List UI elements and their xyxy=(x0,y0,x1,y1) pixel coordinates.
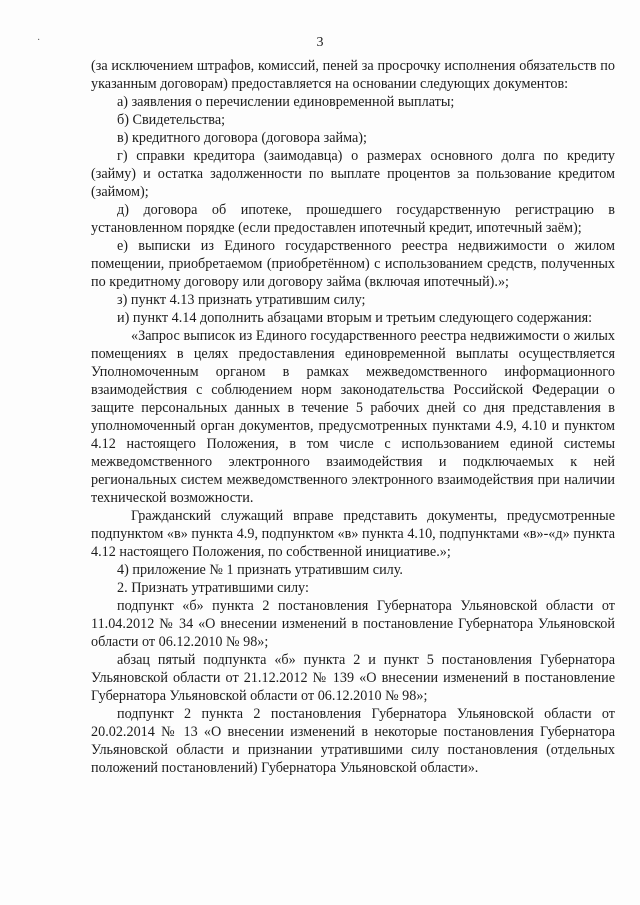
paragraph: подпункт «б» пункта 2 постановления Губернатора Ульяновской области от 11.04.2012 № 34 «О внесении изменений в постановление Губернатора Ульяновской области от 06.12.2010 № 98»; xyxy=(91,598,615,650)
paragraph: а) заявления о перечислении единовременной выплаты; xyxy=(117,94,455,110)
paragraph: г) справки кредитора (заимодавца) о размерах основного долга по кредиту (займу) и остатка задолженности по выплате процентов за пользование кредитом (займом); xyxy=(91,148,615,200)
paragraph: абзац пятый подпункта «б» пункта 2 и пункт 5 постановления Губернатора Ульяновской области от 21.12.2012 № 139 «О внесении изменений в постановление Губернатора Ульяновской области от 06.12.2010 № 98»; xyxy=(91,652,615,704)
paragraph: е) выписки из Единого государственного реестра недвижимости о жилом помещении, приобретаемом (приобретённом) с использованием средств, полученных по кредитному договору или договору займа (включая ипотечный).»; xyxy=(91,238,615,290)
paragraph: з) пункт 4.13 признать утратившим силу; xyxy=(117,292,366,308)
scan-speck: · xyxy=(37,35,41,46)
paragraph: б) Свидетельства; xyxy=(117,112,226,128)
paragraph: 4) приложение № 1 признать утратившим силу. xyxy=(117,562,403,578)
paragraph: подпункт 2 пункта 2 постановления Губернатора Ульяновской области от 20.02.2014 № 13 «О внесении изменений в некоторые постановления Губернатора Ульяновской области и признании утратившими силу постановления (отдельных положений постановлений) Губернатора Ульяновской области». xyxy=(91,706,615,776)
paragraph: (за исключением штрафов, комиссий, пеней за просрочку исполнения обязательств по указанным договорам) предоставляется на основании следующих документов: xyxy=(91,58,615,92)
paragraph: и) пункт 4.14 дополнить абзацами вторым и третьим следующего содержания: xyxy=(117,310,593,326)
paragraph: 2. Признать утратившими силу: xyxy=(117,580,309,596)
paragraph: д) договора об ипотеке, прошедшего государственную регистрацию в установленном порядке (если предоставлен ипотечный кредит, ипотечный заём); xyxy=(91,202,615,236)
paragraph: «Запрос выписок из Единого государственного реестра недвижимости о жилых помещениях в целях предоставления единовременной выплаты осуществляется Уполномоченным органом в рамках межведомственного информационного взаимодействия с соблюдением норм законодательства Российской Федерации о защите персональных данных в течение 5 рабочих дней со дня представления в уполномоченный орган документов, предусмотренных пунктами 4.9, 4.10 и пунктом 4.12 настоящего Положения, в том числе с использованием единой системы межведомственного электронного взаимодействия и подключаемых к ней региональных систем межведомственного электронного взаимодействия при наличии технической возможности. xyxy=(91,328,615,506)
paragraph: в) кредитного договора (договора займа); xyxy=(117,130,367,146)
page-number: 3 xyxy=(316,35,324,50)
document-body xyxy=(91,57,615,777)
paragraph: Гражданский служащий вправе представить документы, предусмотренные подпунктом «в» пункта 4.9, подпунктом «в» пункта 4.10, подпунктами «в»-«д» пункта 4.12 настоящего Положения, по собственной инициативе.»; xyxy=(91,508,615,560)
